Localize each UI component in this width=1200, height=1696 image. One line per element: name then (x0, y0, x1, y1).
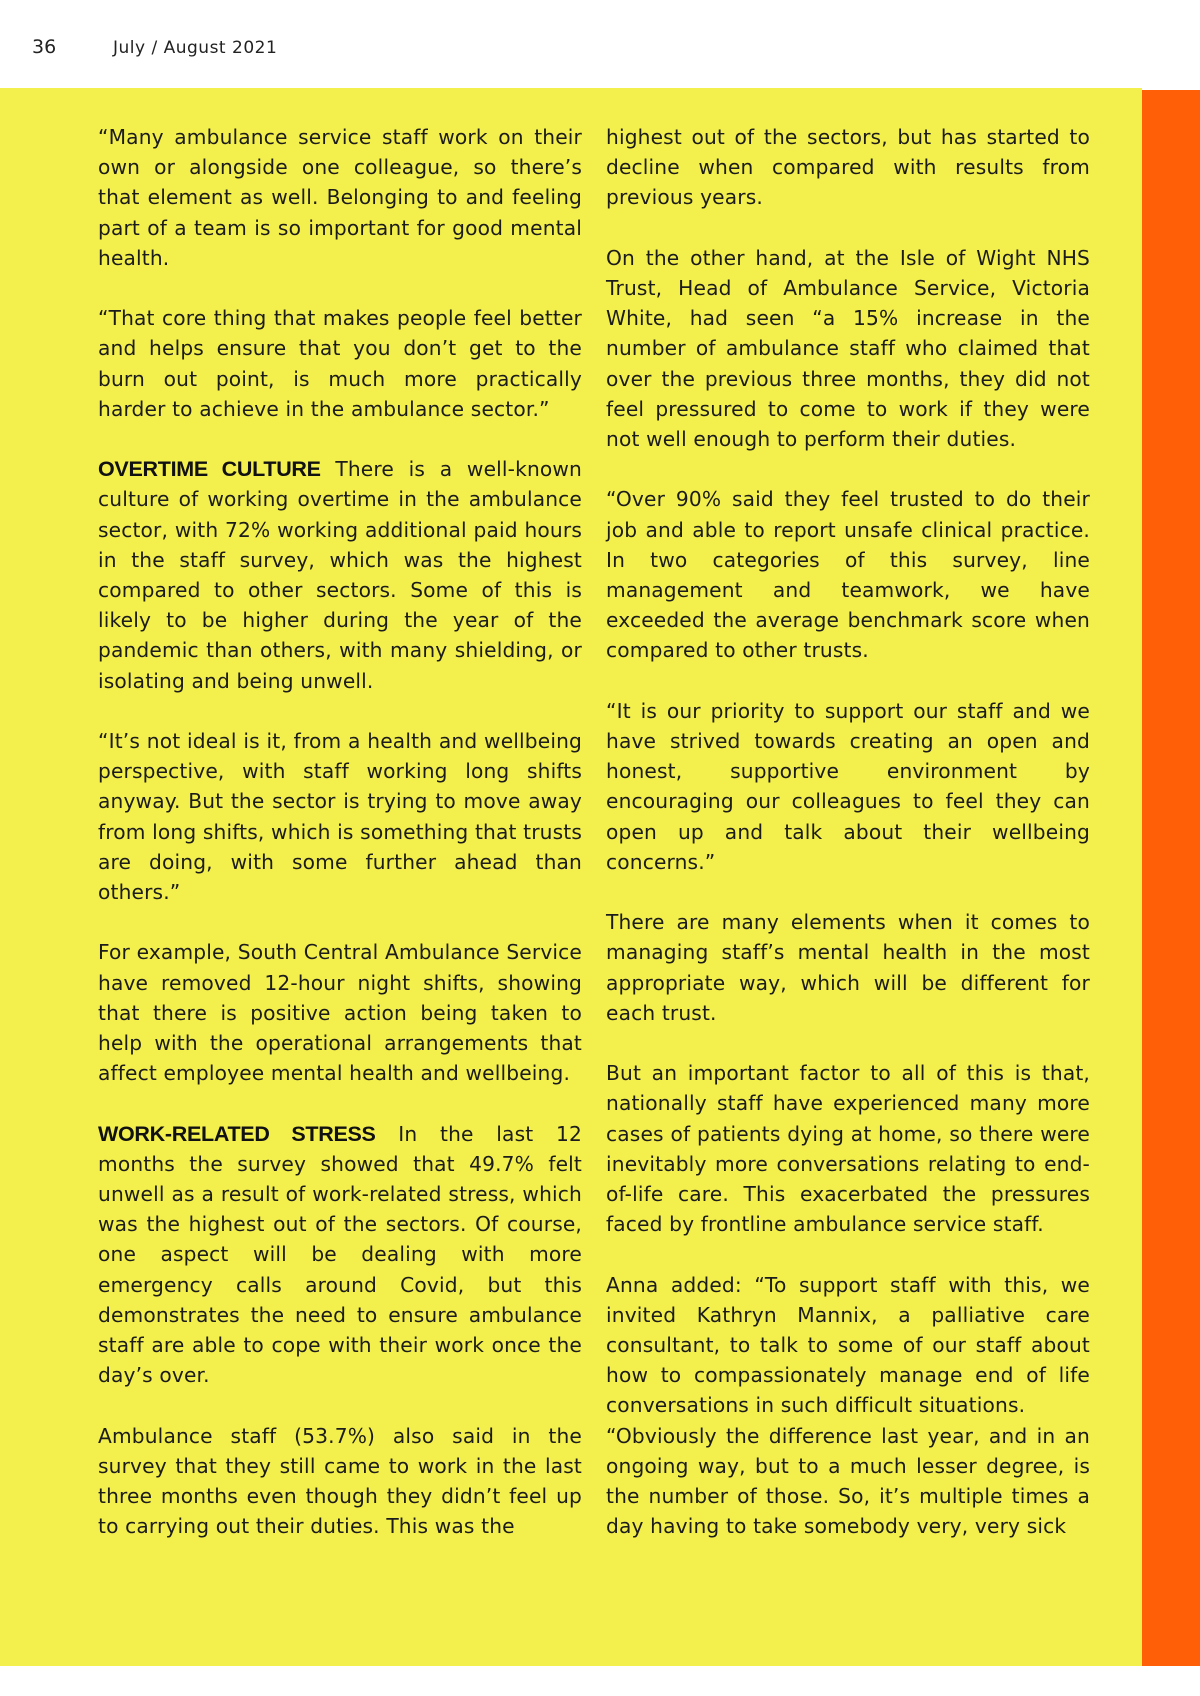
paragraph: “Obviously the difference last year, and in an ongoing way, but to a much lesser degree, is the number of those. So, it’s multiple times a day having to take somebody very, very sick (606, 1423, 1090, 1539)
paragraph (98, 1119, 582, 1391)
issue-date: July / August 2021 (113, 38, 278, 58)
paragraph: Anna added: “To support staff with this, we invited Kathryn Mannix, a palliative care consultant, to talk to some of our staff about how to compassionately manage end of life conversations in such difficult situations. (606, 1272, 1090, 1418)
page-number: 36 (32, 36, 57, 58)
article-column-right (606, 122, 1090, 1572)
paragraph: “It is our priority to support our staff and we have strived towards creating an open and honest, supportive environment by encouraging our colleagues to feel they can open up and talk about their wellbeing concerns.” (606, 698, 1090, 874)
paragraph: “It’s not ideal is it, from a health and wellbeing perspective, with staff working long shifts anyway. But the sector is trying to move away from long shifts, which is something that trusts are doing, with some further ahead than others.” (98, 729, 582, 905)
accent-bar (1142, 90, 1200, 1666)
paragraph: highest out of the sectors, but has started to decline when compared with results from previous years. (606, 125, 1090, 210)
paragraph-text: There is a well-known culture of working overtime in the ambulance sector, with 72% working additional paid hours in the staff survey, which was the highest compared to other sectors. Some of this is likely to be higher during the year of the pandemic than others, with many shielding, or isolating and being unwell. (98, 457, 582, 693)
paragraph (98, 454, 582, 696)
paragraph: For example, South Central Ambulance Service have removed 12-hour night shifts, showing that there is positive action being taken to help with the operational arrangements that affect employee mental health and wellbeing. (98, 940, 582, 1086)
paragraph: “Over 90% said they feel trusted to do their job and able to report unsafe clinical practice. In two categories of this survey, line management and teamwork, we have exceeded the average benchmark score when compared to other trusts. (606, 487, 1090, 663)
paragraph: Ambulance staff (53.7%) also said in the survey that they still came to work in the last three months even though they didn’t feel up to carrying out their duties. This was the (98, 1423, 582, 1539)
paragraph: There are many elements when it comes to managing staff’s mental health in the most appropriate way, which will be different for each trust. (606, 910, 1090, 1025)
section-heading-stress: WORK-RELATED STRESS (98, 1121, 376, 1146)
paragraph: “That core thing that makes people feel better and helps ensure that you don’t get to the burn out point, is much more practically harder to achieve in the ambulance sector.” (98, 306, 582, 421)
paragraph: On the other hand, at the Isle of Wight NHS Trust, Head of Ambulance Service, Victoria White, had seen “a 15% increase in the number of ambulance staff who claimed that over the previous three months, they did not feel pressured to come to work if they were not well enough to perform their duties. (606, 245, 1090, 452)
paragraph: But an important factor to all of this is that, nationally staff have experienced many more cases of patients dying at home, so there were inevitably more conversations relating to end-of-life care. This exacerbated the pressures faced by frontline ambulance service staff. (606, 1061, 1090, 1237)
paragraph-text: In the last 12 months the survey showed that 49.7% felt unwell as a result of work-related stress, which was the highest out of the sectors. Of course, one aspect will be dealing with more emergency calls around Covid, but this demonstrates the need to ensure ambulance staff are able to cope with their work once the day’s over. (98, 1121, 582, 1388)
paragraph: “Many ambulance service staff work on their own or alongside one colleague, so there’s that element as well. Belonging to and feeling part of a team is so important for good mental health. (98, 125, 582, 270)
page-header (0, 0, 1200, 88)
section-heading-overtime: OVERTIME CULTURE (98, 457, 321, 482)
article-column-left (98, 122, 582, 1572)
